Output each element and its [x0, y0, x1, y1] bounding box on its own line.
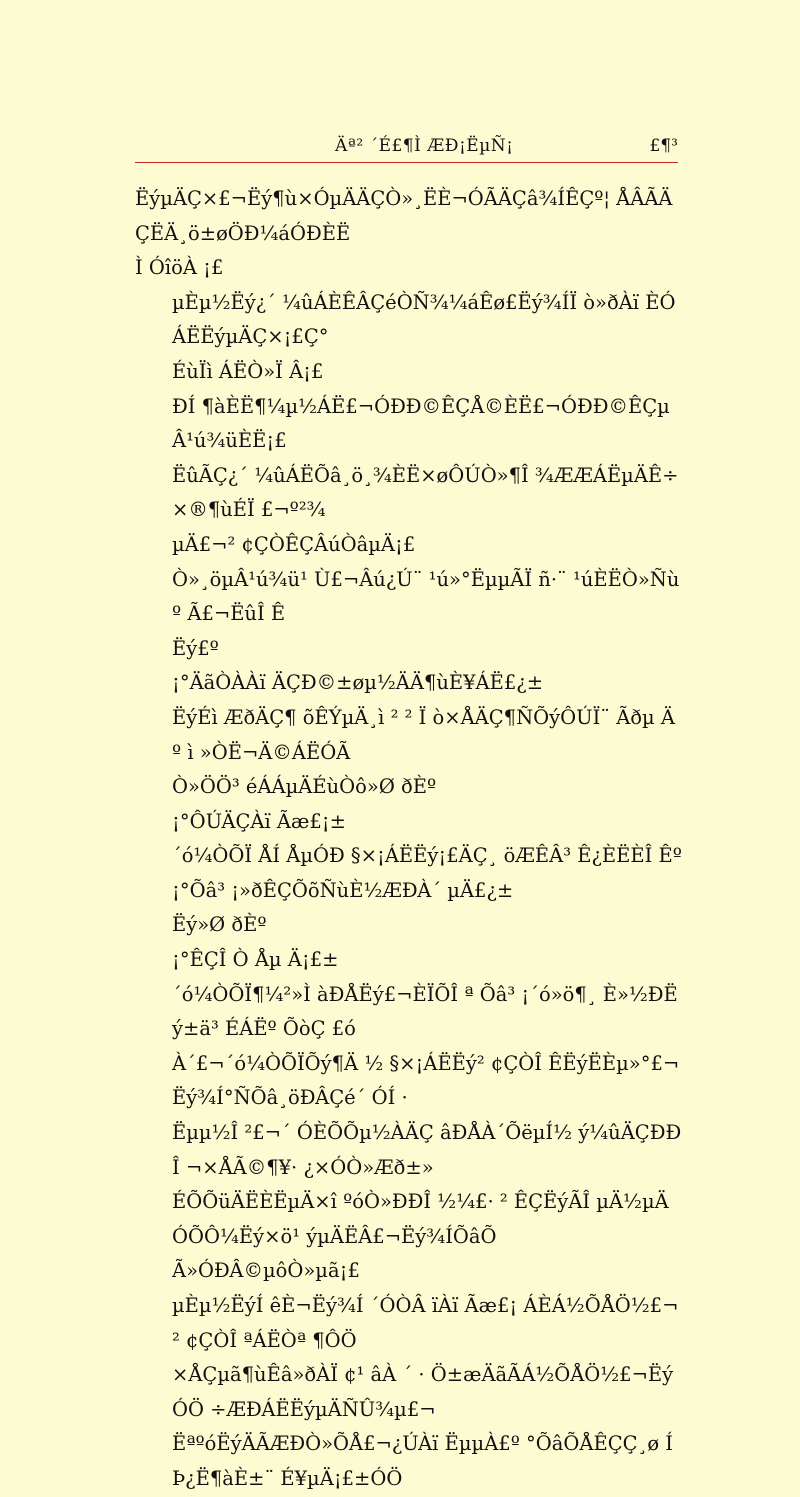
paragraph: ´ó¼ÒÕÏ ÅÍ ÅµÓÐ §×¡ÁËËý¡£ÄÇ¸ öÆÊÂ³ Ê¿ÈËÈÎ Êº — [172, 844, 682, 868]
paragraph: ÐÍ ¶àÈË¶¼µ½ÁË£¬ÓÐÐ©ÊÇÅ©ÈË£¬ÓÐÐ©ÊÇµÂ¹ú¾üÈË¡£ — [172, 394, 670, 453]
paragraph: ËýµÄÇ×£¬Ëý¶ù×ÓµÄÄÇÒ»¸ËÈ¬ÓÃÄÇâ¾ÍÊÇº¦ ÅÂÃÄÇËÄ¸ö±øÖÐ¼áÓÐÈË Ì ÓîöÀ ¡£ — [135, 187, 673, 280]
paragraph: ËûÃÇ¿´ ¼ûÁËÕâ¸ö¸¾ÈË×øÔÚÒ»¶Î ¾ÆÆÁËµÄÊ÷×®¶ùÉÏ £¬º²¾ µÄ£¬² ¢ÇÒÊÇÂúÒâµÄ¡£ — [172, 463, 679, 556]
paragraph: ËýÉì ÆðÄÇ¶ õÊÝµÄ¸ì ² ² Ï ò×ÅÄÇ¶ÑÕýÔÚÏ¨ Ãðµ Äº ì »ÒË¬Ä©ÁËÓÃ Ò»ÖÖ³ éÁÁµÄÉùÒô»Ø ðÈº — [172, 705, 675, 799]
paragraph: ¡°ÄãÒÀÀï ÄÇÐ©±øµ½ÄÄ¶ùÈ¥ÁË£¿± — [172, 671, 544, 695]
paragraph: ¡°ÔÚÄÇÀï Ãæ£¡± — [172, 809, 346, 833]
paragraph: µÈµ½ËýÍ êÈ¬Ëý¾Í ´ÓÒÂ ïÀï Ãæ£¡ ÁÈÁ½ÕÅÖ½£¬² ¢ÇÒÎ ªÁËÒª ¶ÔÖ ×ÅÇµã¶ùÊâ»ðÀÏ ¢¹ âÀ ´ · Ö±æÄãÃÁ½ÕÅÖ½£¬ËýÓÖ ÷ÆÐÁËËýµÄÑÛ¾µ£¬ ËªºóËýÄÃÆÐÒ»ÕÅ£¬¿ÚÀï ËµµÀ£º °ÕâÕÅÊÇÇ¸ø Í Þ¿Ë¶àÈ±¨ É¥µÄ¡£±ÓÖ — [172, 1294, 679, 1490]
paragraph: Ò»¸öµÂ¹ú¾ü¹ Ù£¬Âú¿Ú¨ ¹ú»°ËµµÃÏ ñ·¨ ¹úÈËÒ»Ñùº Ã£¬ËûÎ Ê Ëý£º — [172, 567, 680, 660]
body-text — [135, 182, 683, 1497]
page-number: £¶³ — [649, 136, 678, 156]
paragraph: µÈµ½Ëý¿´ ¼ûÁÈÊÂÇéÒÑ¾¼áÊø£Ëý¾ÍÏ ò»ðÀï ÈÓÁËËýµÄÇ×¡£Ç° ÉùÏì ÁËÒ»Ï Â¡£ — [172, 290, 676, 383]
header-title: Äª² ´É£¶Ì ÆÐ¡ËµÑ¡ — [335, 136, 514, 156]
paragraph: Ëý»Ø ðÈº — [172, 913, 267, 937]
paragraph: ¡°ÊÇÎ Ò Åµ Ä¡£± — [172, 948, 339, 972]
paragraph: ´ó¼ÒÕÏ¶¼²»Ì àÐÅËý£¬ÈÏÕÎ ª Õâ³ ¡´ó»ö¶¸ È»½ÐËý±ä³ ÉÁËº ÕòÇ £ó À´£¬´ó¼ÒÕÏÕý¶Ä ½ §×¡ÁËËý² ¢ÇÒÎ ÊËýËÈµ»°£¬Ëý¾Í°ÑÕâ¸öÐÂÇé´ ÓÍ · Ëµµ½Î ²£¬´ ÓÈÕÕµ½ÀÄÇ âÐÅÀ´ÕëµÍ½ ý¼ûÄÇÐÐÎ ¬×ÅÃ©¶¥· ¿×ÓÒ»Æð±» ÉÕÕüÄËÈËµÄ×î ºóÒ»ÐÐÎ ½¼£· ² ÊÇËýÃÎ µÄ½µÄÓÕÔ¼Ëý×ö¹ ýµÄËÂ£¬Ëý¾ÍÕâÕ Ã»ÓÐÂ©µôÒ»µã¡£ — [172, 982, 682, 1283]
running-header — [135, 132, 678, 163]
paragraph: ¡°Õâ³ ¡»ðÊÇÕõÑùÈ½ÆÐÀ´ µÄ£¿± — [172, 878, 514, 902]
